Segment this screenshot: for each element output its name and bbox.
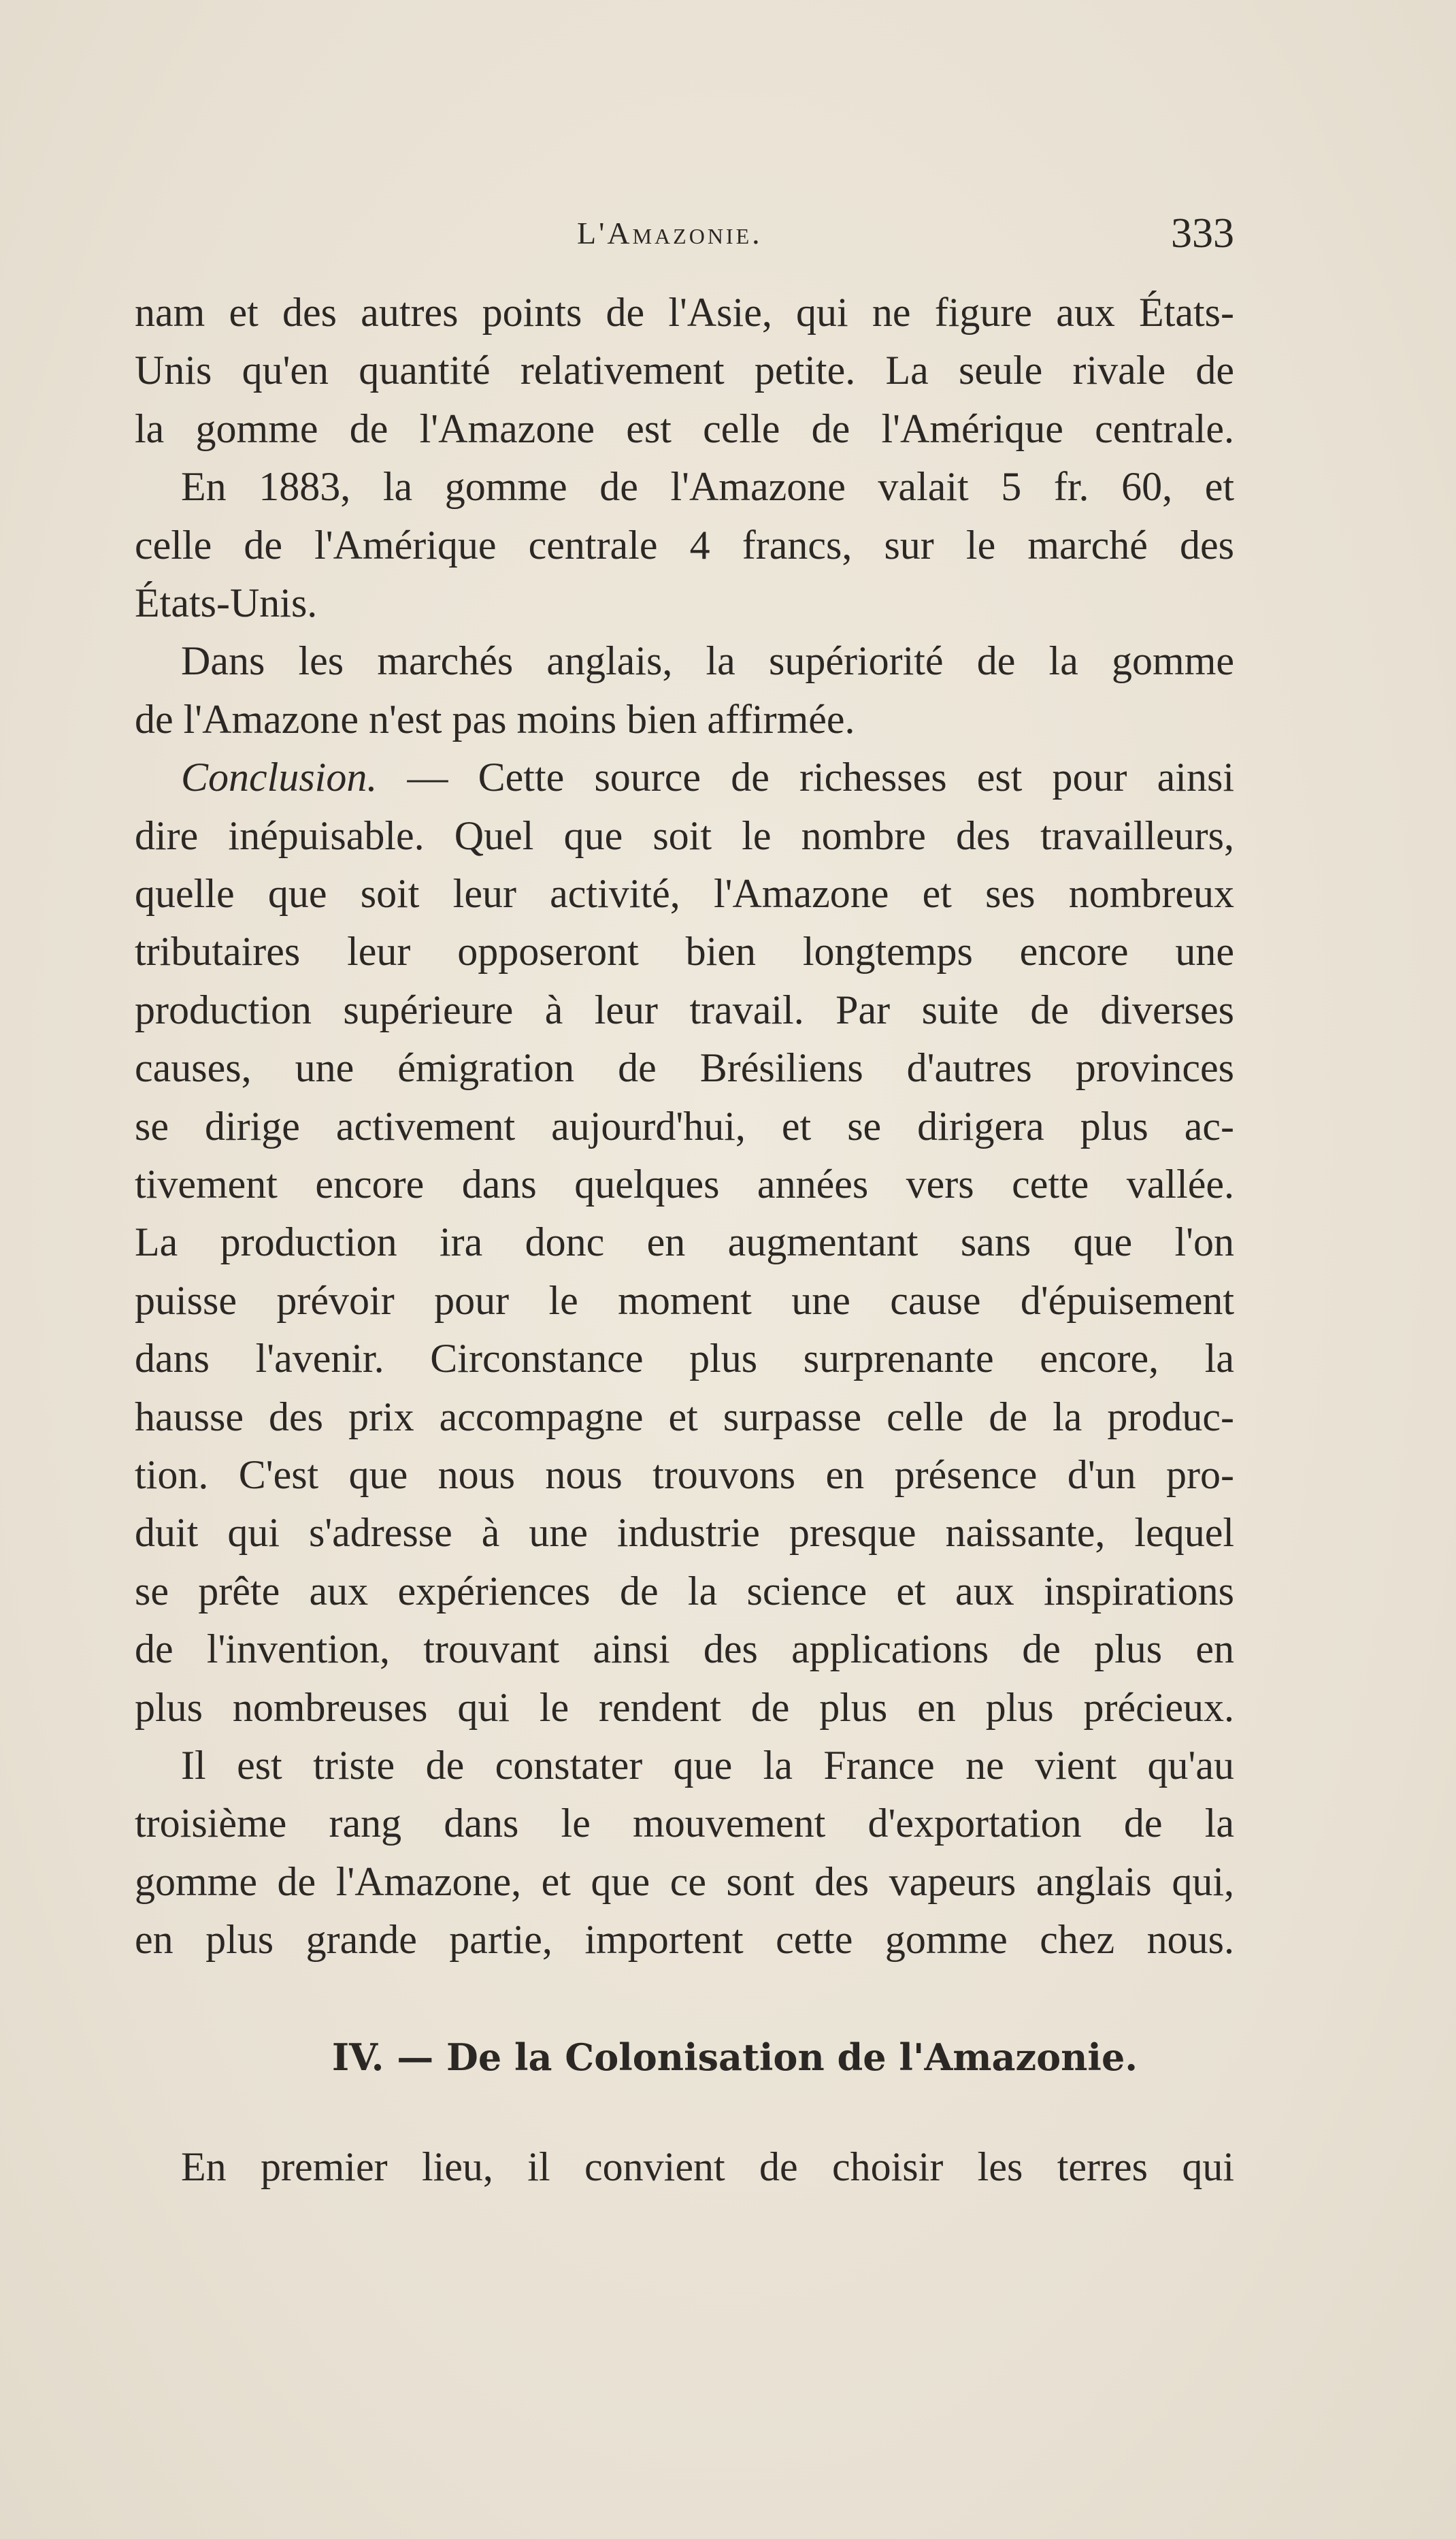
- line-text: En premier lieu, il convient de choisir les terres qui: [181, 2144, 1234, 2189]
- line-text: Il est triste de constater que la France ne vient qu'au: [181, 1743, 1234, 1788]
- line-text: États-Unis.: [135, 580, 318, 625]
- text-line: [135, 516, 1234, 574]
- line-text: celle de l'Amérique centrale 4 francs, sur le marché des: [135, 522, 1234, 568]
- line-text: se prête aux expériences de la science et aux inspirations: [135, 1568, 1234, 1614]
- line-text: tivement encore dans quelques années vers cette vallée.: [135, 1162, 1234, 1207]
- text-line: [135, 922, 1234, 981]
- line-text: duit qui s'adresse à une industrie presque naissante, lequel: [135, 1510, 1234, 1556]
- text-line: [181, 1736, 1234, 1795]
- text-line: [135, 1097, 1234, 1156]
- line-text: plus nombreuses qui le rendent de plus en plus précieux.: [135, 1684, 1234, 1730]
- line-text: causes, une émigration de Brésiliens d'autres provinces: [135, 1045, 1234, 1091]
- section-heading: IV. — De la Colonisation de l'Amazonie.: [331, 2035, 1138, 2079]
- text-line: [135, 1038, 1234, 1097]
- text-line: [135, 1503, 1234, 1562]
- line-text: tion. C'est que nous nous trouvons en présence d'un pro-: [135, 1452, 1234, 1497]
- text-line: [135, 1213, 1234, 1271]
- line-text: Dans les marchés anglais, la supériorité de la gomme: [181, 638, 1234, 684]
- text-line: [135, 1155, 1234, 1213]
- line-text: se dirige activement aujourd'hui, et se dirigera plus ac-: [135, 1103, 1234, 1149]
- text-line: [135, 981, 1234, 1039]
- line-text: de l'Amazone n'est pas moins bien affirmée.: [135, 696, 855, 742]
- line-text: la gomme de l'Amazone est celle de l'Amérique centrale.: [135, 406, 1234, 451]
- running-title: L'Amazonie.: [577, 216, 763, 250]
- text-line: [181, 632, 1234, 690]
- text-line: [135, 1329, 1234, 1388]
- text-line: [135, 1678, 1234, 1737]
- text-line: [135, 1388, 1234, 1446]
- text-line: [135, 1271, 1234, 1330]
- page-number: 333: [1171, 210, 1234, 257]
- line-text: puisse prévoir pour le moment une cause d'épuisement: [135, 1277, 1234, 1323]
- text-line: [135, 690, 1234, 749]
- line-text: gomme de l'Amazone, et que ce sont des vapeurs anglais qui,: [135, 1858, 1234, 1904]
- line-text: en plus grande partie, importent cette gomme chez nous.: [135, 1917, 1234, 1963]
- line-text: quelle que soit leur activité, l'Amazone et ses nombreux: [135, 871, 1234, 916]
- line-text: dans l'avenir. Circonstance plus surprenante encore, la: [135, 1336, 1234, 1381]
- text-line: [135, 864, 1234, 923]
- text-line: [181, 748, 1234, 806]
- text-line: [135, 1445, 1234, 1504]
- line-text: hausse des prix accompagne et surpasse celle de la produc-: [135, 1394, 1234, 1439]
- text-line: [135, 283, 1234, 342]
- text-line: [181, 457, 1234, 516]
- line-text: La production ira donc en augmentant sans que l'on: [135, 1219, 1234, 1265]
- text-line: [135, 1852, 1234, 1911]
- line-text: Unis qu'en quantité relativement petite. La seule rivale de: [135, 348, 1234, 393]
- line-text: tributaires leur opposeront bien longtemps encore une: [135, 929, 1234, 974]
- running-head: [135, 210, 1234, 264]
- text-line: [181, 2137, 1234, 2196]
- text-line: [135, 574, 1234, 632]
- text-line: [135, 399, 1234, 458]
- line-text: de l'invention, trouvant ainsi des applications de plus en: [135, 1626, 1234, 1672]
- text-line: [135, 341, 1234, 399]
- line-text: troisième rang dans le mouvement d'exportation de la: [135, 1801, 1234, 1846]
- text-line: [135, 1620, 1234, 1678]
- line-text: nam et des autres points de l'Asie, qui ne figure aux États-: [135, 290, 1234, 335]
- text-line: [135, 1910, 1234, 1969]
- line-text: En 1883, la gomme de l'Amazone valait 5 fr. 60, et: [181, 464, 1234, 510]
- text-line: [135, 1562, 1234, 1620]
- text-line: [135, 1794, 1234, 1852]
- text-line: [135, 806, 1234, 865]
- line-text: — Cette source de richesses est pour ainsi: [377, 755, 1234, 800]
- line-text: production supérieure à leur travail. Par suite de diverses: [135, 987, 1234, 1032]
- italic-lead: Conclusion.: [181, 755, 378, 800]
- line-text: dire inépuisable. Quel que soit le nombre des travailleurs,: [135, 813, 1234, 858]
